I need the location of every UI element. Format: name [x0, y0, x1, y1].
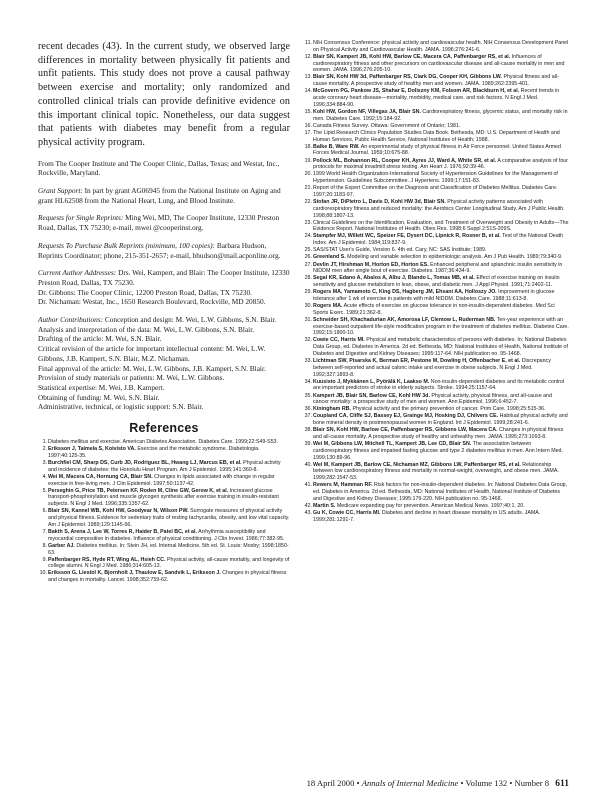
reference-item: [38, 488, 290, 508]
grant-support-note: [38, 186, 290, 205]
reference-number: 3 .: [38, 460, 47, 467]
reference-authors: Kuusisto J, Mykkänen L, Pyörälä K, Laakso M.: [313, 378, 430, 385]
author-address-line: Dr. Gibbons: The Cooper Clinic, 12200 Preston Road, Dallas, TX 75230.: [38, 287, 252, 297]
reference-number: 28 .: [303, 275, 312, 282]
footer-volume: Volume 132: [465, 778, 508, 788]
reference-authors: Blair SN, Kampert JB, Kohl HW, Barlow CE, Macera CA, Paffenbarger RS, et al.: [313, 53, 511, 60]
reference-item: [303, 275, 569, 289]
reference-text: Diabetes mellitus and exercise. American Diabetes Association. Diabetes Care. 1999;22:S49-S53.: [48, 439, 278, 446]
reference-item: [303, 247, 569, 254]
reference-authors: Segal KR, Edano A, Abalos A, Albu J, Blando L, Tomas MB, et al.: [313, 275, 475, 282]
reference-number: 42 .: [303, 503, 312, 510]
reference-authors: Devlin JT, Hirshman M, Horton ED, Horton ES.: [313, 261, 429, 268]
reference-item: [303, 379, 569, 393]
reference-authors: Kohl HW, Gordon NF, Villegas JA, Blair SN.: [313, 108, 421, 115]
reference-authors: Garber AJ.: [48, 542, 75, 549]
contribution-line: Critical revision of the article for important intellectual content: M. Wei, L.W. Gibbons, J.B. Kampert, S.N. Blair, M.Z. Nichaman.: [38, 344, 266, 363]
reference-item: [303, 510, 569, 524]
reference-number: 41 .: [303, 482, 312, 489]
reference-text: Clinical Guidelines on the Identification, Evaluation, and Treatment of Overweight and Obesity in Adults—The Evidence Report. National Institutes of Health. Obes Res. 1998;6 Suppl 2:51S-209S.: [313, 219, 569, 233]
reference-number: 43 .: [303, 510, 312, 517]
reference-authors: Eriksson J, Taimela S, Koivisto VA.: [48, 446, 136, 453]
reference-number: 5 .: [38, 488, 47, 495]
reference-authors: Blair SN, Kohl HW 3d, Paffenbarger RS, Clark DG, Cooper KH, Gibbons LW.: [313, 74, 502, 81]
reference-text: Surrogate measures of physical activity and physical fitness. Evidence for sedentary traits of resting tachycardia, obesity, and low vital capacity. Am J Epidemiol. 1989;129:1145-56.: [48, 508, 290, 528]
author-address-line: Drs. Wei, Kampert, and Blair: The Cooper Institute, 12330 Preston Road, Dallas, TX 75230.: [38, 268, 290, 287]
reference-item: [303, 158, 569, 172]
reference-text: Changes in physical fitness and all-cause mortality. A prospective study of healthy and unhealthy men. JAMA. 1995;273:1093-8.: [313, 427, 564, 441]
reference-text: Test of the National Death Index. Am J Epidemiol. 1984;119:837-9.: [313, 233, 564, 247]
reference-item: [303, 254, 569, 261]
reference-number: 23 .: [303, 220, 312, 227]
reference-number: 8 .: [38, 543, 47, 550]
reference-authors: Stofan JR, DiPietro L, Davis D, Kohl HW 3d, Blair SN.: [313, 199, 446, 206]
contribution-line: Administrative, technical, or logistic support: S.N. Blair.: [38, 402, 204, 412]
reference-list-right: [303, 40, 569, 524]
reference-item: [303, 109, 569, 123]
reference-item: [303, 503, 569, 510]
reference-text: Arrhythmia susceptibility and myocardial composition in diabetes. Influence of physical conditioning. J Clin Invest. 1986;77:382-95.: [48, 528, 285, 542]
reference-text: The association between cardiorespiratory fitness and impaired fasting glucose and type 2 diabetes mellitus in men. Ann Intern Med. 1999;130:89-96.: [313, 441, 563, 461]
reference-number: 34 .: [303, 379, 312, 386]
reference-number: 19 .: [303, 158, 312, 165]
reference-text: 1999 World Health Organization-International Society of Hypertension Guidelines for the Management of Hypertension. Guidelines Subcommittee. J Hypertens. 1999;17:151-83.: [313, 171, 558, 185]
reference-text: Influences of cardiorespiratory fitness and other precursors on cardiovascular disease and all-cause mortality in men and women. JAMA. 1996;276:205-10.: [313, 53, 565, 74]
reference-text: Diabetes mellitus. In: Stein JH, ed. Internal Medicine. 5th ed. St. Louis: Mosby; 1998:1850-63.: [48, 542, 289, 556]
contribution-line: Analysis and interpretation of the data: M. Wei, L.W. Gibbons, S.N. Blair.: [38, 324, 255, 334]
page-footer: [303, 778, 569, 789]
footer-issue: Number 8: [514, 778, 550, 788]
reference-number: 30 .: [303, 303, 312, 310]
reference-number: 37 .: [303, 413, 312, 420]
contribution-line: Statistical expertise: M. Wei, J.B. Kampert.: [38, 382, 165, 392]
reference-authors: Balke B, Ware RW.: [313, 143, 360, 150]
footer-journal: Annals of Internal Medicine: [361, 778, 459, 788]
footer-separator: •: [460, 778, 464, 788]
reference-authors: Coupland CA, Cliffe SJ, Bassey EJ, Grainge MJ, Hosking DJ, Chilvers CE.: [313, 413, 499, 420]
reference-text: The Lipid Research Clinics Population Studies Data Book. Bethesda, MD: U.S. Department of Health and Human Services, Public Health Service, National Institutes of Health; 1988.: [313, 129, 560, 143]
contribution-line: Provision of study materials or patients: M. Wei, L.W. Gibbons.: [38, 373, 225, 383]
reference-text: Medicare expanding pay for prevention. American Medical News. 1997;40:1, 20.: [336, 502, 525, 509]
reference-text: Physical activity patterns associated with cardiorespiratory fitness and reduced mortality: the Aerobics Center Longitudinal Study. Am J Public Health. 1998;88:1807-13.: [313, 199, 565, 219]
reference-number: 15 .: [303, 109, 312, 116]
reference-item: [38, 543, 290, 557]
reference-number: 29 .: [303, 289, 312, 296]
reference-authors: Blair SN, Kohl HW, Barlow CE, Paffenbarger RS, Gibbons LW, Macera CA.: [313, 427, 498, 434]
reference-text: Relationship between low cardiorespiratory fitness and mortality in normal-weight, overweight, and obese men. JAMA. 1999;282:1547-53.: [313, 461, 559, 482]
author-addresses-note: [38, 268, 290, 307]
reference-text: Physical activity, all-cause mortality, and longevity of college alumni. N Engl J Med. 1986;314:605-13.: [48, 556, 290, 570]
reference-item: [303, 54, 569, 74]
reference-item: [38, 508, 290, 528]
reference-item: [303, 171, 569, 185]
bulk-reprints-note: [38, 241, 290, 260]
reference-authors: Stampfer MJ, Willett WC, Speizer FE, Dysert DC, Lipnick R, Rosner B, et al.: [313, 233, 501, 240]
reference-number: 25 .: [303, 247, 312, 254]
grant-support-text: In part by grant AG06945 from the National Institute on Aging and grant HL62508 from the National Heart, Lung, and Blood Institute.: [38, 186, 281, 205]
reference-number: 24 .: [303, 233, 312, 240]
reference-text: Effect of exercise training on insulin sensitivity and glucose metabolism in lean, obese, and diabetic men. J Appl Physiol. 1991;71:2402-11.: [313, 275, 560, 289]
reference-item: [38, 557, 290, 571]
reference-text: Diabetes and decline in heart disease mortality in US adults. JAMA. 1999;281:1291-7.: [313, 510, 541, 523]
reference-text: Modeling and variable selection in epidemiologic analysis. Am J Pub Health. 1989;79:340-9.: [347, 254, 563, 261]
reference-text: Cardiorespiratory fitness, glycemic status, and mortality risk in men. Diabetes Care. 1992;15:184-92.: [313, 108, 568, 122]
reference-text: An experimental study of physical fitness in Air Force personnel. United States Armed Forces Medical Journal. 1959;10:675-88.: [313, 143, 561, 157]
reference-text: Recent trends in acute coronary heart disease—mortality, morbidity, medical care, and risk factors. N Engl J Med. 1996;334:884-90.: [313, 88, 560, 108]
reference-authors: Rogers MA.: [313, 303, 343, 310]
reference-number: 16 .: [303, 123, 312, 130]
reference-number: 10 .: [38, 570, 47, 577]
reference-number: 13 .: [303, 74, 312, 81]
reprint-requests-note: [38, 213, 290, 232]
reference-item: [303, 427, 569, 441]
reference-number: 11 .: [303, 40, 312, 47]
reference-number: 18 .: [303, 144, 312, 151]
reference-item: [303, 220, 569, 234]
reference-text: Increased glucose transport-phosphorylation and muscle glycogen synthesis after exercise training in insulin-resistant subjects. N Engl J Med. 1996;335:1357-62.: [48, 487, 279, 508]
author-addresses-label: Current Author Addresses:: [38, 268, 117, 278]
reference-number: 22 .: [303, 199, 312, 206]
reprint-requests-text: Ming Wei, MD, The Cooper Institute, 12330 Preston Road, Dallas, TX 75230; e-mail, mwei @cooperinst.org.: [38, 213, 280, 233]
reference-text: Report of the Expert Committee on the Diagnosis and Classification of Diabetes Mellitus. Diabetes Care. 1997;20:1183-97.: [313, 185, 558, 198]
page-number: 611: [555, 779, 569, 789]
reference-authors: Eriksson G, Liestol K, Bjornholt J, Thaulow E, Sandvik L, Eriksson J.: [48, 570, 221, 577]
footer-separator: •: [509, 778, 513, 788]
reference-item: [303, 233, 569, 247]
reference-number: 6 .: [38, 508, 47, 515]
reference-item: [303, 130, 569, 144]
reference-text: Canada Fitness Survey. Ottawa: Government of Ontario; 1981.: [313, 122, 461, 129]
contribution-line: Conception and design: M. Wei, L.W. Gibbons, S.N. Blair.: [104, 315, 277, 325]
reference-item: [303, 441, 569, 461]
reference-item: [38, 446, 290, 460]
reference-item: [303, 262, 569, 276]
reference-number: 7 .: [38, 529, 47, 536]
reference-item: [303, 185, 569, 199]
reference-text: Acute effects of exercise on glucose tolerance in non-insulin-dependent diabetes. Med Sci Sports Exerc. 1989;21:362-8.: [313, 303, 555, 316]
contribution-line: Obtaining of funding: M. Wei, S.N. Blair.: [38, 392, 160, 402]
reference-number: 40 .: [303, 462, 312, 469]
reference-text: Risk factors for non-insulin-dependent diabetes. In: National Diabetes Data Group, ed. Diabetes in America. 2d ed. Bethesda, MD: National Institutes of Health, National Institute of Diabetes and Digestive and Kidney Diseases; 1995:179-220. NIH publication no. 95-1468.: [313, 482, 568, 502]
reference-item: [303, 413, 569, 427]
reference-text: Non-insulin-dependent diabetes and its metabolic control are important predictors of stroke in elderly subjects. Stroke. 1994;25:1157-64.: [313, 378, 565, 392]
reference-item: [303, 289, 569, 303]
reference-text: SAS/STAT User's Guide, Version 6. 4th ed. Cary, NC: SAS Institute; 1989.: [313, 247, 487, 254]
reference-item: [38, 570, 290, 584]
references-heading: References: [129, 421, 199, 436]
reference-authors: Lichtman SW, Pisarska K, Berman ER, Pestone M, Dowling H, Offenbacher E, et al.: [313, 358, 521, 365]
reference-item: [38, 529, 290, 543]
reference-number: 12 .: [303, 54, 312, 61]
contribution-line: Final approval of the article: M. Wei, L.W. Gibbons, J.B. Kampert, S.N. Blair.: [38, 363, 266, 373]
affiliation-note: From The Cooper Institute and The Cooper Clinic, Dallas, Texas; and Westat, Inc., Rockville, Maryland.: [38, 158, 280, 178]
reference-item: [303, 199, 569, 219]
reference-number: 27 .: [303, 262, 312, 269]
reference-text: Exercise and the metabolic syndrome. Diabetologia. 1997;40:125-35.: [48, 446, 260, 459]
footer-separator: •: [356, 778, 360, 788]
reference-number: 35 .: [303, 393, 312, 400]
reference-text: Physical activity and incidence of diabetes: the Honolulu Heart Program. Am J Epidemiol. 1995;141:360-8.: [48, 460, 281, 473]
left-column: [38, 40, 290, 584]
reference-item: [303, 88, 569, 108]
reference-authors: Blair SN, Kannel WB, Kohl HW, Goodyear N, Wilson PW.: [48, 508, 189, 515]
reference-authors: Greenland S.: [313, 254, 346, 261]
author-address-line: Dr. Nichaman: Westat, Inc., 1650 Research Boulevard, Rockville, MD 20850.: [38, 297, 266, 307]
reference-authors: Gu K, Cowie CC, Harris MI.: [313, 510, 381, 516]
contribution-line: Drafting of the article: M. Wei, S.N. Blair.: [38, 334, 162, 344]
reference-number: 38 .: [303, 427, 312, 434]
reference-item: [38, 439, 290, 446]
reference-text: Changes in lipids associated with change in regular exercise in free-living men. J Clin Epidemiol. 1997;50:1137-42.: [48, 473, 275, 487]
author-contributions-label: Author Contributions:: [38, 315, 104, 325]
reference-item: [303, 358, 569, 378]
grant-support-label: Grant Support:: [38, 186, 83, 196]
reference-item: [303, 482, 569, 502]
reference-authors: Wei M, Gibbons LW, Mitchell TL, Kampert JB, Lee CD, Blair SN.: [313, 441, 472, 448]
reference-text: Physical fitness and all-cause mortality. A prospective study of healthy men and women. JAMA. 1989;262:2395-401.: [313, 74, 559, 88]
reference-number: 20 .: [303, 171, 312, 178]
reference-authors: Kiningham RB.: [313, 406, 351, 413]
reference-number: 32 .: [303, 337, 312, 344]
reference-number: 4 .: [38, 474, 47, 481]
reference-text: NIH Consensus Conference: physical activity and cardiovascular health. NIH Consensus Development Panel on Physical Activity and Cardiovascular Health. JAMA. 1996;276:241-6.: [313, 40, 569, 53]
reference-text: Ten-year experience with an exercise-based outpatient life-style modification program in the treatment of diabetes mellitus. Diabetes Care. 1992;15:1800-10.: [313, 316, 569, 337]
reference-authors: Martin S.: [313, 502, 336, 509]
reference-text: Physical activity and the primary prevention of cancer. Prim Care. 1998;25:515-36.: [352, 406, 546, 413]
reference-authors: Burchfiel CM, Sharp DS, Curb JD, Rodriguez BL, Hwang LJ, Marcus EB, et al.: [48, 460, 242, 467]
reference-item: [303, 123, 569, 130]
reference-authors: Cowie CC, Harris MI.: [313, 337, 365, 344]
reference-authors: Paffenbarger RS, Hyde RT, Wing AL, Hsieh CC.: [48, 556, 166, 563]
reference-number: 17 .: [303, 130, 312, 137]
reference-item: [303, 393, 569, 407]
reference-item: [303, 40, 569, 54]
bulk-reprints-text: Barbara Hudson, Reprints Coordinator; phone, 215-351-2657; e-mail, bhudson@mail.acponline.org.: [38, 240, 281, 260]
reference-authors: McGovern PG, Pankow JS, Shahar E, Doliszny KM, Folsom AR, Blackburn H, et al.: [313, 88, 520, 95]
author-contributions-note: [38, 315, 290, 412]
reference-text: Changes in physical fitness and changes in mortality. Lancet. 1998;352:759-62.: [48, 570, 287, 584]
reference-authors: Pollock ML, Bohannon RL, Cooper KH, Ayres JJ, Ward A, White SR, et al.: [313, 157, 497, 164]
reference-text: Enhanced peripheral and splanchnic insulin sensitivity in NIDDM men after single bout of exercise. Diabetes. 1987;36:434-9.: [313, 261, 563, 275]
reference-item: [303, 406, 569, 413]
reference-text: Physical activity, physical fitness, and all-cause and cancer mortality: a prospective study of men and women. Ann Epidemiol. 1996;6:452-7.: [313, 392, 552, 406]
reference-text: Improvement in glucose tolerance after 1 wk of exercise in patients with mild NIDDM. Diabetes Care. 1988;11:613-8.: [313, 289, 555, 302]
reference-item: [303, 74, 569, 88]
reference-item: [38, 460, 290, 474]
reference-number: 26 .: [303, 254, 312, 261]
reference-authors: Bakth S, Arena J, Lee W, Torres R, Haider B, Patel BC, et al.: [48, 528, 197, 535]
reference-authors: Rewers M, Hamman RF.: [313, 482, 373, 489]
right-column: [303, 40, 569, 524]
reference-number: 2 .: [38, 446, 47, 453]
reference-item: [303, 303, 569, 317]
reference-number: 1 .: [38, 439, 47, 446]
reference-authors: Wei M, Macera CA, Hornung CA, Blair SN.: [48, 473, 153, 480]
reference-number: 39 .: [303, 441, 312, 448]
reference-number: 33 .: [303, 358, 312, 365]
reference-number: 21 .: [303, 185, 312, 192]
reference-item: [303, 317, 569, 337]
reference-authors: Perseghin G, Price TB, Petersen KF, Roden M, Cline GW, Gerow K, et al.: [48, 487, 229, 494]
reference-text: Habitual physical activity and bone mineral density in postmenopausal women in England. Int J Epidemiol. 1999;28:241-6.: [313, 413, 568, 427]
reference-number: 31 .: [303, 317, 312, 324]
reference-number: 14 .: [303, 88, 312, 95]
reference-authors: Kampert JB, Blair SN, Barlow CE, Kohl HW 3d.: [313, 392, 430, 399]
reprint-requests-label: Requests for Single Reprints:: [38, 213, 124, 223]
reference-item: [303, 462, 569, 482]
reference-item: [303, 144, 569, 158]
reference-authors: Rogers MA, Yamamoto C, King DS, Hagberg JM, Ehsani AA, Holloszy JO.: [313, 289, 497, 296]
reference-text: A comparative analysis of four protocols for maximal treadmill stress testing. Am Heart J. 1976;92:39-46.: [313, 157, 569, 171]
reference-authors: Wei M, Kampert JB, Barlow CE, Nichaman MZ, Gibbons LW, Paffenbarger RS, et al.: [313, 461, 521, 468]
body-paragraph: recent decades (43). In the current study, we observed large differences in mortality between physically fit patients and unfit patients. This study does not prove a causal pathway between exercise and mortality; only randomized and controlled clinical trials can provide definitive evidence on this important clinical topic. Nonetheless, our data suggest that patients with diabetes may benefit from a regular physical activity program.: [38, 41, 290, 148]
reference-item: [38, 474, 290, 488]
reference-text: Physical and metabolic characteristics of persons with diabetes. In: National Diabetes Data Group, ed. Diabetes in America. 2d ed. Bethesda, MD: National Institutes of Health, National Institute of Diabetes and Digestive and Kidney Diseases; 1995:117-64. NIH publication no. 95-1468.: [313, 337, 568, 357]
reference-text: Discrepancy between self-reported and actual caloric intake and exercise in obese subjects. N Engl J Med. 1992;327:1893-8.: [313, 358, 551, 378]
reference-number: 9 .: [38, 557, 47, 564]
reference-number: 36 .: [303, 406, 312, 413]
reference-item: [303, 337, 569, 357]
bulk-reprints-label: Requests To Purchase Bulk Reprints (minimum, 100 copies):: [38, 240, 215, 250]
footer-date: 18 April 2000: [306, 778, 355, 788]
reference-list-left: [38, 439, 290, 584]
reference-authors: Schneider SH, Khachadurian AK, Amorosa LF, Clemow L, Ruderman NB.: [313, 316, 496, 323]
